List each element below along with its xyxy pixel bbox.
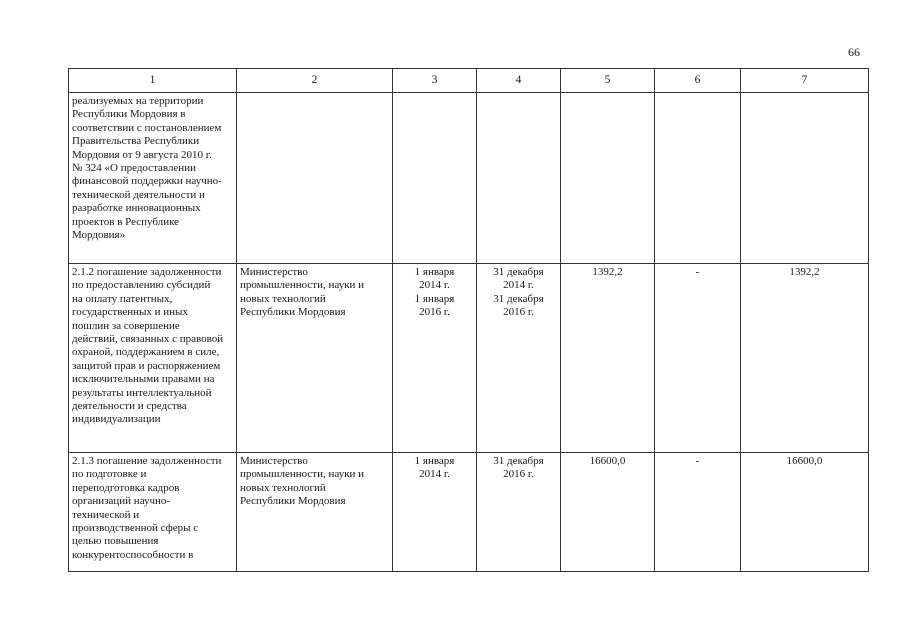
row-value-7: 16600,0 bbox=[741, 453, 869, 572]
row-end-date: 31 декабря 2014 г. 31 декабря 2016 г. bbox=[477, 264, 561, 453]
row-value-5: 1392,2 bbox=[561, 264, 655, 453]
page-number: 66 bbox=[848, 45, 860, 59]
row-executor: Министерство промышленности, науки и новых технологий Республики Мордовия bbox=[237, 264, 393, 453]
row-value-6 bbox=[655, 93, 741, 264]
row-start-date: 1 января 2014 г. bbox=[393, 453, 477, 572]
row-description: 2.1.3 погашение задолженности по подготовке и переподготовка кадров организаций научно- технической и производственной сферы с целью повышения конкурентоспособности в bbox=[69, 453, 237, 572]
column-header-4: 4 bbox=[477, 69, 561, 93]
row-value-6: - bbox=[655, 264, 741, 453]
column-header-2: 2 bbox=[237, 69, 393, 93]
data-table bbox=[68, 68, 869, 572]
row-value-7: 1392,2 bbox=[741, 264, 869, 453]
table-row bbox=[69, 264, 869, 453]
row-start-date bbox=[393, 93, 477, 264]
column-header-7: 7 bbox=[741, 69, 869, 93]
row-value-7 bbox=[741, 93, 869, 264]
row-value-5 bbox=[561, 93, 655, 264]
column-header-5: 5 bbox=[561, 69, 655, 93]
row-description: реализуемых на территории Республики Мордовия в соответствии с постановлением Правительства Республики Мордовия от 9 августа 2010 г. № 324 «О предоставлении финансовой поддержки научно- технической деятельности и разработке инновационных проектов в Республике Мордовия» bbox=[69, 93, 237, 264]
column-header-1: 1 bbox=[69, 69, 237, 93]
row-start-date: 1 января 2014 г. 1 января 2016 г. bbox=[393, 264, 477, 453]
column-header-3: 3 bbox=[393, 69, 477, 93]
header-row bbox=[69, 69, 869, 93]
table-row bbox=[69, 453, 869, 572]
table-row bbox=[69, 93, 869, 264]
row-end-date: 31 декабря 2016 г. bbox=[477, 453, 561, 572]
column-header-6: 6 bbox=[655, 69, 741, 93]
row-description: 2.1.2 погашение задолженности по предоставлению субсидий на оплату патентных, государственных и иных пошлин за совершение действий, связанных с правовой охраной, поддержанием в силе, защитой прав и распоряжением исключительными правами на результаты интеллектуальной деятельности и средства индивидуализации bbox=[69, 264, 237, 453]
row-end-date bbox=[477, 93, 561, 264]
row-value-5: 16600,0 bbox=[561, 453, 655, 572]
row-executor: Министерство промышленности, науки и новых технологий Республики Мордовия bbox=[237, 453, 393, 572]
row-executor bbox=[237, 93, 393, 264]
row-value-6: - bbox=[655, 453, 741, 572]
